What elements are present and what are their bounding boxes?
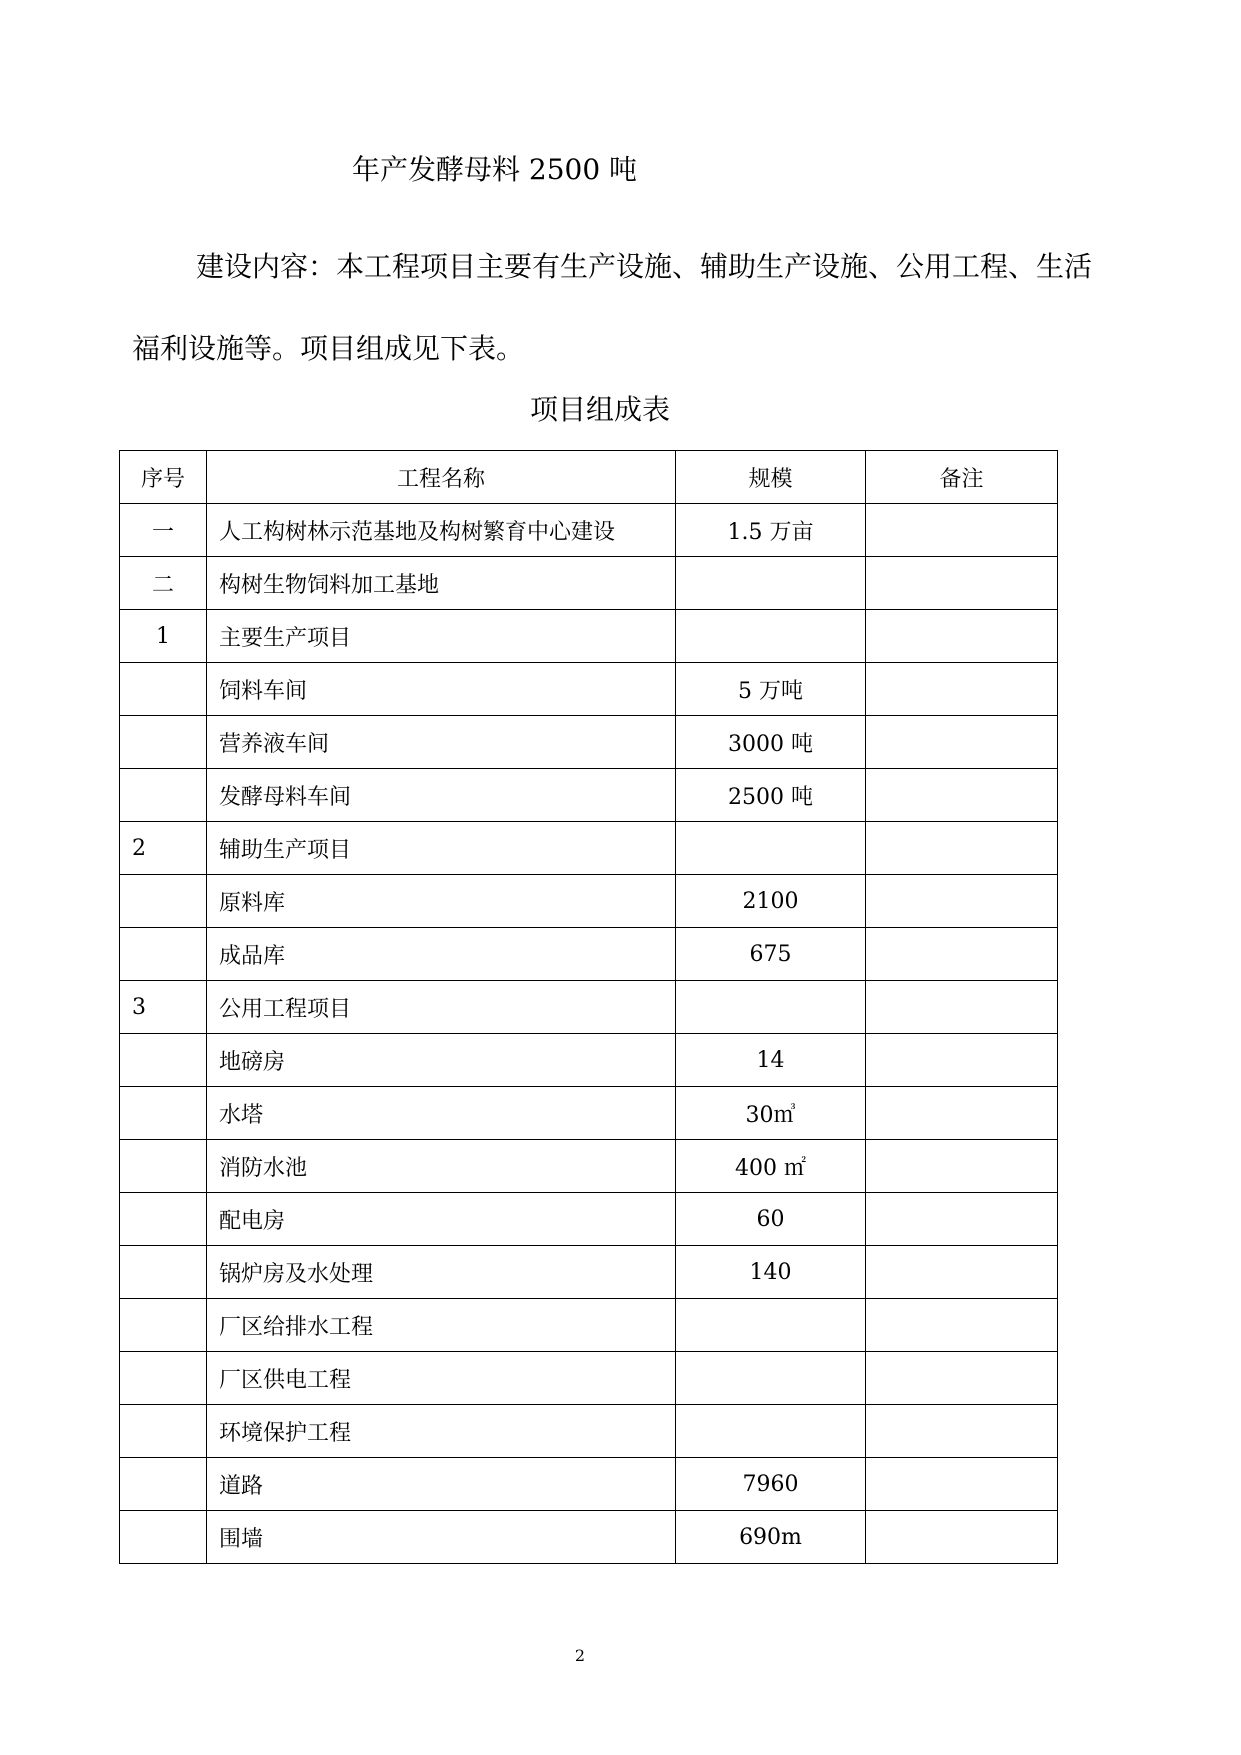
table-row: [120, 663, 1058, 716]
cell-name: 围墙: [207, 1511, 676, 1564]
cell-scale: 60: [676, 1193, 866, 1246]
table-row: [120, 610, 1058, 663]
cell-index: 2: [120, 822, 207, 875]
content-paragraph: [132, 226, 1092, 390]
cell-scale: [676, 610, 866, 663]
cell-name: 环境保护工程: [207, 1405, 676, 1458]
cell-name: 成品库: [207, 928, 676, 981]
table-row: [120, 504, 1058, 557]
table-row: [120, 1140, 1058, 1193]
cell-note: [866, 610, 1058, 663]
cell-note: [866, 504, 1058, 557]
table-row: [120, 1246, 1058, 1299]
cell-scale: [676, 557, 866, 610]
cell-note: [866, 716, 1058, 769]
cell-name: 辅助生产项目: [207, 822, 676, 875]
cell-name: 锅炉房及水处理: [207, 1246, 676, 1299]
cell-note: [866, 1458, 1058, 1511]
header-name: 工程名称: [207, 451, 676, 504]
cell-scale: 30㎥: [676, 1087, 866, 1140]
composition-table: [119, 450, 1058, 1564]
cell-name: 原料库: [207, 875, 676, 928]
cell-name: 消防水池: [207, 1140, 676, 1193]
cell-name: 饲料车间: [207, 663, 676, 716]
cell-note: [866, 557, 1058, 610]
cell-scale: [676, 1299, 866, 1352]
cell-index: [120, 1352, 207, 1405]
cell-index: [120, 663, 207, 716]
cell-name: 地磅房: [207, 1034, 676, 1087]
cell-note: [866, 1352, 1058, 1405]
table-row: [120, 1458, 1058, 1511]
cell-index: [120, 1511, 207, 1564]
cell-note: [866, 875, 1058, 928]
cell-index: 二: [120, 557, 207, 610]
cell-note: [866, 981, 1058, 1034]
cell-index: [120, 928, 207, 981]
cell-index: 一: [120, 504, 207, 557]
cell-name: 发酵母料车间: [207, 769, 676, 822]
cell-name: 水塔: [207, 1087, 676, 1140]
cell-index: [120, 1246, 207, 1299]
cell-note: [866, 1405, 1058, 1458]
heading-line: 年产发酵母料 2500 吨: [352, 153, 638, 186]
cell-scale: 14: [676, 1034, 866, 1087]
table-row: [120, 928, 1058, 981]
cell-scale: 2100: [676, 875, 866, 928]
cell-index: [120, 1034, 207, 1087]
paragraph-text: 建设内容：本工程项目主要有生产设施、辅助生产设施、公用工程、生活福利设施等。项目组成见下表。: [132, 250, 1093, 365]
table-row: [120, 981, 1058, 1034]
cell-note: [866, 1299, 1058, 1352]
table-row: [120, 1193, 1058, 1246]
cell-scale: [676, 1405, 866, 1458]
cell-scale: [676, 981, 866, 1034]
cell-scale: 2500 吨: [676, 769, 866, 822]
cell-scale: 140: [676, 1246, 866, 1299]
cell-note: [866, 1511, 1058, 1564]
cell-index: [120, 875, 207, 928]
header-scale: 规模: [676, 451, 866, 504]
cell-name: 人工构树林示范基地及构树繁育中心建设: [207, 504, 676, 557]
cell-note: [866, 1246, 1058, 1299]
cell-scale: 400 ㎡: [676, 1140, 866, 1193]
cell-index: [120, 1299, 207, 1352]
table-row: [120, 1087, 1058, 1140]
cell-note: [866, 1087, 1058, 1140]
table-row: [120, 716, 1058, 769]
table-row: [120, 1034, 1058, 1087]
cell-note: [866, 663, 1058, 716]
table-row: [120, 822, 1058, 875]
cell-name: 厂区给排水工程: [207, 1299, 676, 1352]
table-row: [120, 769, 1058, 822]
cell-name: 道路: [207, 1458, 676, 1511]
cell-index: 1: [120, 610, 207, 663]
table-row: [120, 557, 1058, 610]
cell-note: [866, 769, 1058, 822]
cell-note: [866, 928, 1058, 981]
cell-index: [120, 716, 207, 769]
table-row: [120, 1299, 1058, 1352]
table-row: [120, 1352, 1058, 1405]
cell-scale: [676, 1352, 866, 1405]
cell-index: [120, 1458, 207, 1511]
header-index: 序号: [120, 451, 207, 504]
cell-scale: 3000 吨: [676, 716, 866, 769]
cell-index: [120, 1140, 207, 1193]
cell-index: [120, 1193, 207, 1246]
cell-name: 配电房: [207, 1193, 676, 1246]
page-number: 2: [574, 1646, 586, 1665]
cell-name: 构树生物饲料加工基地: [207, 557, 676, 610]
header-row: [120, 451, 1058, 504]
cell-index: [120, 1405, 207, 1458]
cell-scale: 675: [676, 928, 866, 981]
table-row: [120, 1405, 1058, 1458]
cell-note: [866, 1193, 1058, 1246]
table-row: [120, 875, 1058, 928]
cell-scale: 5 万吨: [676, 663, 866, 716]
cell-name: 公用工程项目: [207, 981, 676, 1034]
cell-scale: 690m: [676, 1511, 866, 1564]
header-note: 备注: [866, 451, 1058, 504]
cell-note: [866, 1034, 1058, 1087]
cell-name: 营养液车间: [207, 716, 676, 769]
table-row: [120, 1511, 1058, 1564]
cell-note: [866, 822, 1058, 875]
cell-scale: 1.5 万亩: [676, 504, 866, 557]
table-title: 项目组成表: [529, 393, 670, 426]
cell-index: [120, 1087, 207, 1140]
cell-scale: 7960: [676, 1458, 866, 1511]
cell-name: 厂区供电工程: [207, 1352, 676, 1405]
cell-note: [866, 1140, 1058, 1193]
cell-index: [120, 769, 207, 822]
cell-index: 3: [120, 981, 207, 1034]
cell-scale: [676, 822, 866, 875]
cell-name: 主要生产项目: [207, 610, 676, 663]
